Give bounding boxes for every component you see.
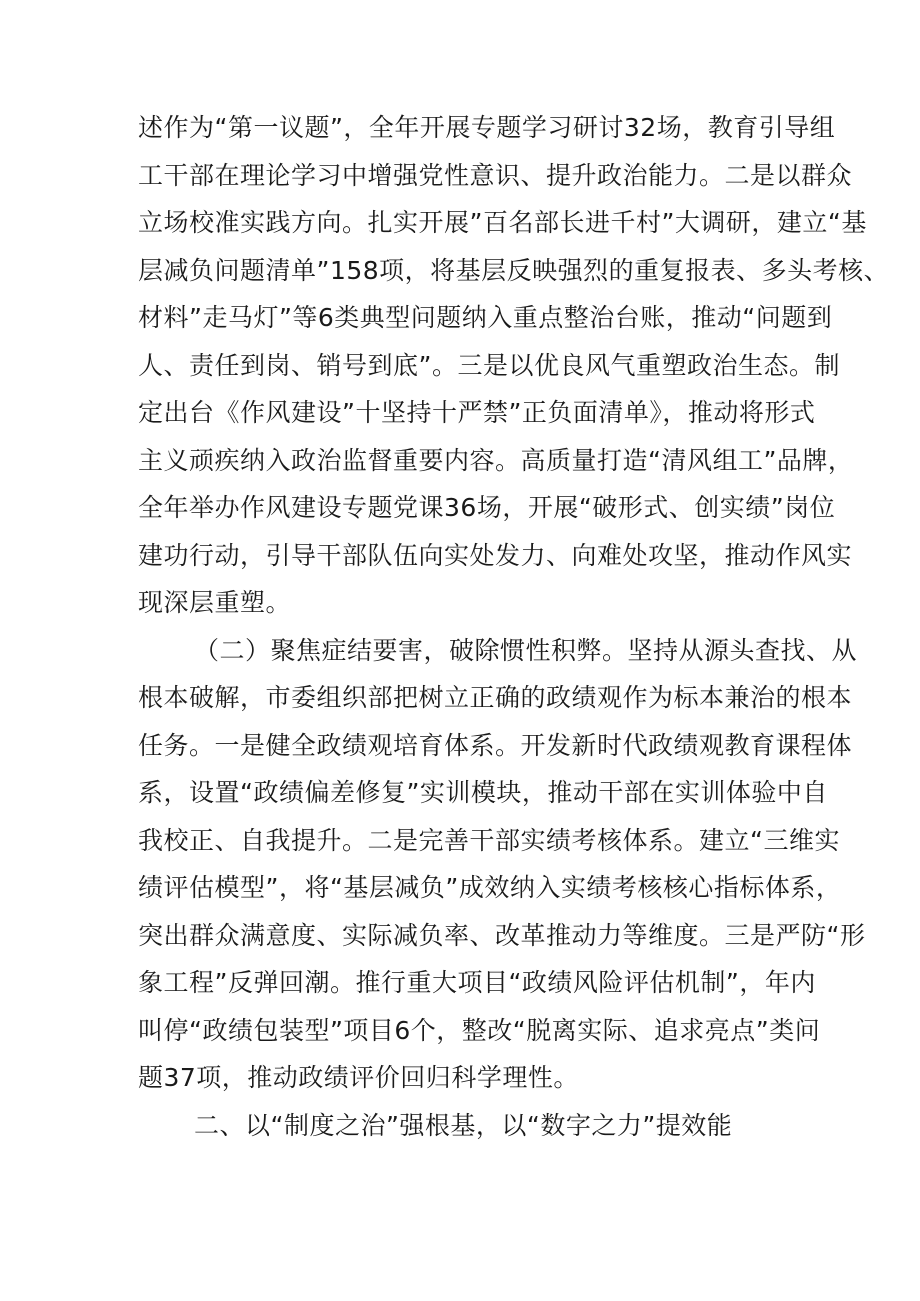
body-line: 任务。一是健全政绩观培育体系。开发新时代政绩观教育课程体 bbox=[138, 730, 853, 760]
body-line: 建功行动，引导干部队伍向实处发力、向难处攻坚，推动作风实 bbox=[138, 540, 853, 570]
document-body bbox=[138, 104, 890, 1149]
body-line: 立场校准实践方向。扎实开展”百名部长进千村”大调研，建立“基 bbox=[138, 208, 867, 237]
section-paragraph-start: （二）聚焦症结要害，破除惯性积弊。坚持从源头查找、从 bbox=[194, 635, 858, 665]
body-line: 叫停“政绩包装型”项目6个，整改“脱离实际、追求亮点”类问 bbox=[138, 1015, 821, 1045]
body-line: 材料”走马灯”等6类典型问题纳入重点整治台账，推动“问题到 bbox=[138, 303, 833, 332]
body-line: 突出群众满意度、实际减负率、改革推动力等维度。三是严防“形 bbox=[138, 920, 866, 950]
body-line: 根本破解，市委组织部把树立正确的政绩观作为标本兼治的根本 bbox=[138, 683, 853, 712]
body-line: 绩评估模型”，将“基层减负”成效纳入实绩考核核心指标体系， bbox=[138, 873, 842, 902]
body-line: 人、责任到岗、销号到底”。三是以优良风气重塑政治生态。制 bbox=[138, 350, 840, 380]
body-line: 系，设置“政绩偏差修复”实训模块，推动干部在实训体验中自 bbox=[138, 778, 828, 807]
body-line: 象工程”反弹回潮。推行重大项目“政绩风险评估机制”，年内 bbox=[138, 968, 816, 997]
body-line: 主义顽疾纳入政治监督重要内容。高质量打造“清风组工”品牌， bbox=[138, 445, 854, 475]
body-line: 我校正、自我提升。二是完善干部实绩考核体系。建立“三维实 bbox=[138, 825, 840, 855]
body-line: 题37项，推动政绩评价回归科学理性。 bbox=[138, 1063, 579, 1092]
section-heading: 二、以“制度之治”强根基，以“数字之力”提效能 bbox=[194, 1110, 733, 1140]
body-line: 全年举办作风建设专题党课36场，开展“破形式、创实绩”岗位 bbox=[138, 493, 836, 522]
body-line: 工干部在理论学习中增强党性意识、提升政治能力。二是以群众 bbox=[138, 160, 853, 190]
body-line: 述作为“第一议题”，全年开展专题学习研讨32场，教育引导组 bbox=[138, 113, 836, 142]
body-line: 现深层重塑。 bbox=[138, 588, 292, 617]
body-line: 层减负问题清单”158项，将基层反映强烈的重复报表、多头考核、 bbox=[138, 255, 890, 285]
body-line: 定出台《作风建设”十坚持十严禁”正负面清单》，推动将形式 bbox=[138, 398, 816, 427]
